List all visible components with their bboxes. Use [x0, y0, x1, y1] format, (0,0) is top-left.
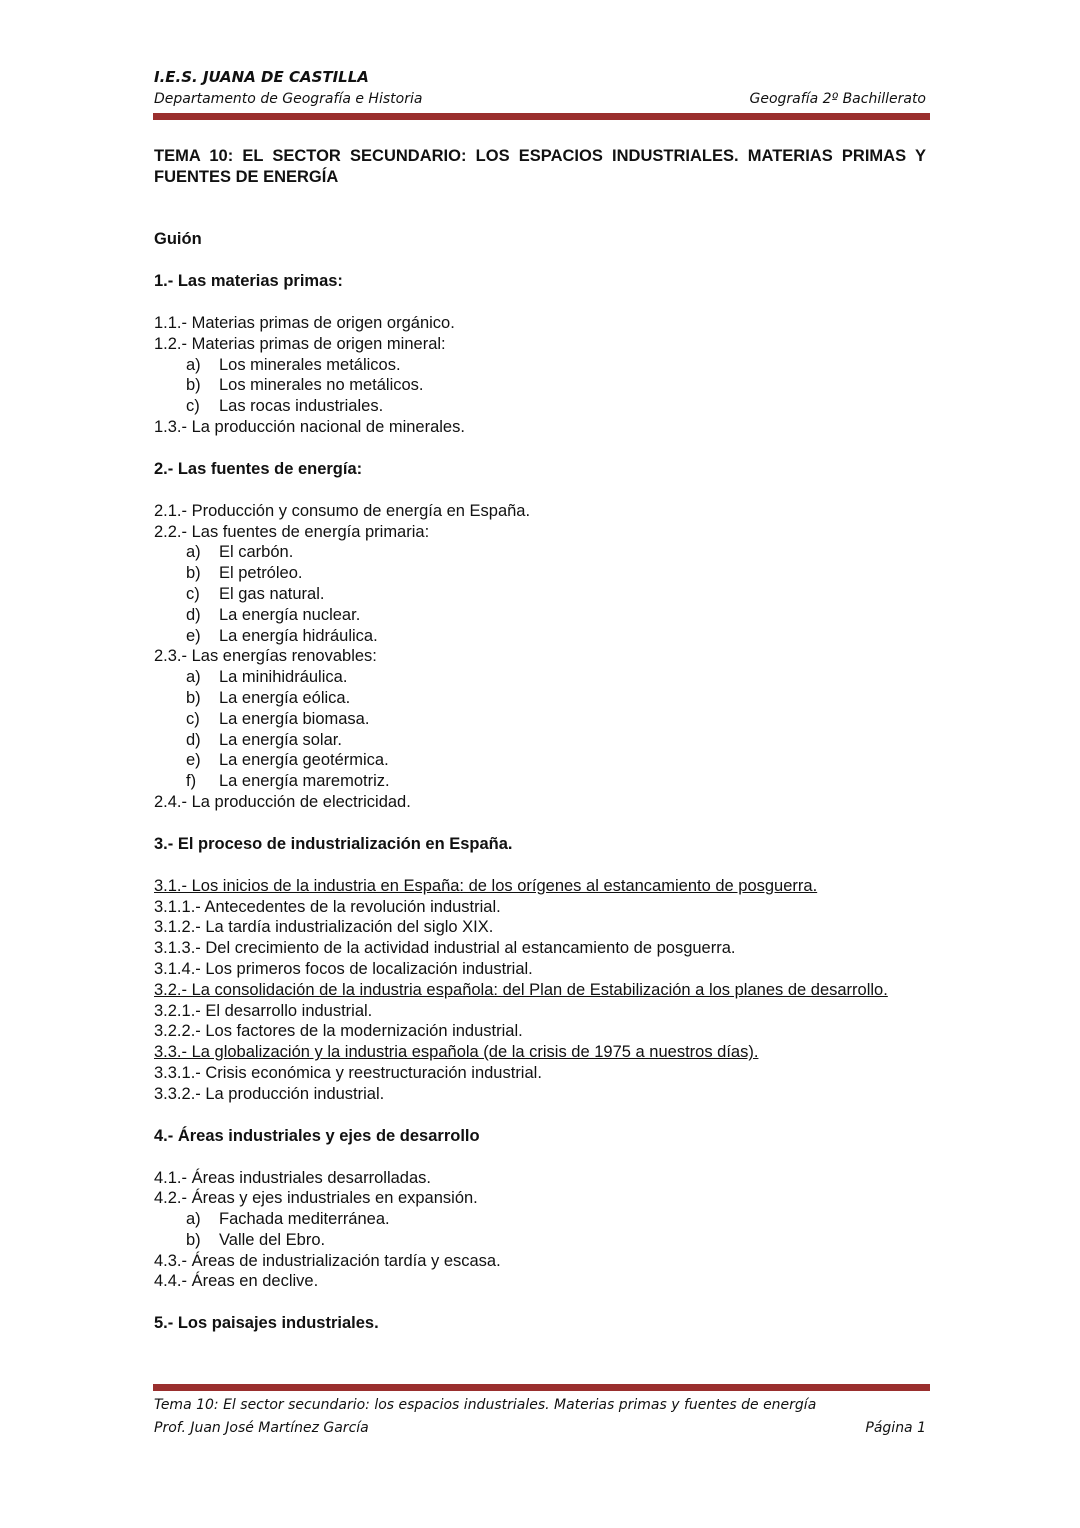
subitem-text: Fachada mediterránea. [219, 1210, 390, 1229]
item-text: 3.1.4.- Los primeros focos de localización industrial. [154, 959, 533, 978]
subitem-text: Valle del Ebro. [219, 1230, 326, 1249]
subitem-text: El carbón. [219, 543, 294, 562]
item-text: 4.4.- Áreas en declive. [154, 1272, 319, 1291]
outline-item [154, 501, 926, 522]
subitem-text: La minihidráulica. [219, 668, 348, 687]
item-text: 4.2.- Áreas y ejes industriales en expansión. [154, 1189, 478, 1208]
item-text: 3.2.- La consolidación de la industria española: del Plan de Estabilización a los planes de desarrollo. [154, 980, 888, 999]
outline-item [154, 1042, 926, 1063]
subitem-letter: b) [186, 688, 201, 707]
outline-item [154, 1001, 926, 1022]
subitem-text: La energía eólica. [219, 688, 351, 707]
school-name: I.E.S. JUANA DE CASTILLA [154, 68, 369, 86]
subitem-letter: e) [186, 751, 201, 770]
subitem-letter: e) [186, 626, 201, 645]
item-text: 1.2.- Materias primas de origen mineral: [154, 334, 446, 353]
subitem-letter: a) [186, 668, 201, 687]
subitem-letter: b) [186, 564, 201, 583]
outline-subitem [154, 563, 926, 584]
document-title: TEMA 10: EL SECTOR SECUNDARIO: LOS ESPACIOS INDUSTRIALES. MATERIAS PRIMAS Y FUENTES DE ENERGÍA [154, 147, 926, 186]
outline-subitem [154, 626, 926, 647]
item-text: 2.2.- Las fuentes de energía primaria: [154, 522, 430, 541]
item-text: 3.1.- Los inicios de la industria en España: de los orígenes al estancamiento de posguerra. [154, 876, 818, 895]
outline-section [154, 271, 926, 438]
subitem-letter: b) [186, 1230, 201, 1249]
item-text: 3.1.3.- Del crecimiento de la actividad industrial al estancamiento de posguerra. [154, 939, 736, 958]
outline-item [154, 1084, 926, 1105]
subitem-letter: a) [186, 543, 201, 562]
subitem-letter: a) [186, 1210, 201, 1229]
outline-item [154, 417, 926, 438]
subitem-text: La energía hidráulica. [219, 626, 378, 645]
subitem-text: La energía solar. [219, 730, 342, 749]
subitem-letter: d) [186, 605, 201, 624]
subitem-letter: b) [186, 376, 201, 395]
outline-item [154, 897, 926, 918]
outline-item [154, 1021, 926, 1042]
document-body [154, 146, 926, 1334]
item-text: 2.3.- Las energías renovables: [154, 647, 377, 666]
footer-author: Prof. Juan José Martínez García [154, 1420, 369, 1436]
section-title: 1.- Las materias primas: [154, 272, 343, 290]
subitem-text: Las rocas industriales. [219, 397, 384, 416]
outline-item [154, 959, 926, 980]
subitem-text: Los minerales metálicos. [219, 355, 401, 374]
item-text: 3.2.1.- El desarrollo industrial. [154, 1001, 373, 1020]
outline-section [154, 834, 926, 1105]
outline-item [154, 1063, 926, 1084]
outline-item [154, 1271, 926, 1292]
outline-subitem [154, 396, 926, 417]
outline-section [154, 1313, 926, 1334]
item-text: 3.3.- La globalización y la industria española (de la crisis de 1975 a nuestros días). [154, 1043, 759, 1062]
item-text: 2.4.- La producción de electricidad. [154, 792, 411, 811]
outline-item [154, 938, 926, 959]
page-number: Página 1 [865, 1420, 926, 1436]
subitem-letter: f) [186, 772, 197, 791]
section-title: 2.- Las fuentes de energía: [154, 459, 363, 478]
outline-subitem [154, 542, 926, 563]
item-text: 3.3.2.- La producción industrial. [154, 1084, 385, 1103]
outline-item [154, 876, 926, 897]
footer-rule [153, 1384, 930, 1391]
subitem-text: El petróleo. [219, 564, 303, 583]
item-text: 2.1.- Producción y consumo de energía en España. [154, 501, 531, 520]
outline-subitem [154, 688, 926, 709]
outline-section [154, 459, 926, 813]
item-text: 3.1.2.- La tardía industrialización del siglo XIX. [154, 918, 494, 937]
subitem-letter: c) [186, 584, 200, 603]
header-rule [153, 113, 930, 120]
item-text: 3.3.1.- Crisis económica y reestructuración industrial. [154, 1063, 542, 1082]
outline-sections [154, 271, 926, 1334]
footer-row [154, 1417, 926, 1440]
item-text: 3.1.1.- Antecedentes de la revolución industrial. [154, 897, 501, 916]
item-text: 1.3.- La producción nacional de minerales. [154, 417, 465, 436]
subitem-text: La energía maremotriz. [219, 772, 390, 791]
subitem-text: El gas natural. [219, 584, 325, 603]
outline-subitem [154, 771, 926, 792]
item-text: 4.3.- Áreas de industrialización tardía y escasa. [154, 1251, 501, 1270]
page-header [154, 66, 926, 110]
item-text: 4.1.- Áreas industriales desarrolladas. [154, 1168, 431, 1187]
outline-subitem [154, 605, 926, 626]
outline-item [154, 1188, 926, 1209]
outline-subitem [154, 355, 926, 376]
outline-item [154, 1251, 926, 1272]
outline-subitem [154, 750, 926, 771]
outline-item [154, 313, 926, 334]
outline-subitem [154, 667, 926, 688]
outline-item [154, 1168, 926, 1189]
outline-item [154, 792, 926, 813]
outline-heading: Guión [154, 230, 202, 248]
header-row [154, 88, 926, 110]
section-title: 5.- Los paisajes industriales. [154, 1314, 379, 1333]
course-name: Geografía 2º Bachillerato [749, 91, 926, 107]
item-text: 1.1.- Materias primas de origen orgánico. [154, 314, 455, 332]
section-title: 3.- El proceso de industrialización en España. [154, 834, 513, 853]
footer-topic: Tema 10: El sector secundario: los espacios industriales. Materias primas y fuentes de energía [154, 1397, 817, 1413]
outline-subitem [154, 1230, 926, 1251]
outline-item [154, 917, 926, 938]
outline-section [154, 1126, 926, 1293]
department-name: Departamento de Geografía e Historia [154, 91, 423, 107]
page-footer [154, 1394, 926, 1440]
subitem-letter: c) [186, 709, 200, 728]
item-text: 3.2.2.- Los factores de la modernización industrial. [154, 1022, 523, 1041]
subitem-letter: c) [186, 397, 200, 416]
outline-subitem [154, 709, 926, 730]
outline-subitem [154, 730, 926, 751]
subitem-letter: a) [186, 355, 201, 374]
section-title: 4.- Áreas industriales y ejes de desarrollo [154, 1126, 480, 1145]
outline-subitem [154, 1209, 926, 1230]
outline-subitem [154, 584, 926, 605]
outline-subitem [154, 375, 926, 396]
subitem-text: La energía biomasa. [219, 709, 370, 728]
outline-item [154, 980, 926, 1001]
subitem-text: Los minerales no metálicos. [219, 376, 424, 395]
subitem-text: La energía geotérmica. [219, 751, 389, 770]
outline-item [154, 646, 926, 667]
outline-item [154, 522, 926, 543]
subitem-text: La energía nuclear. [219, 605, 361, 624]
subitem-letter: d) [186, 730, 201, 749]
outline-item [154, 334, 926, 355]
